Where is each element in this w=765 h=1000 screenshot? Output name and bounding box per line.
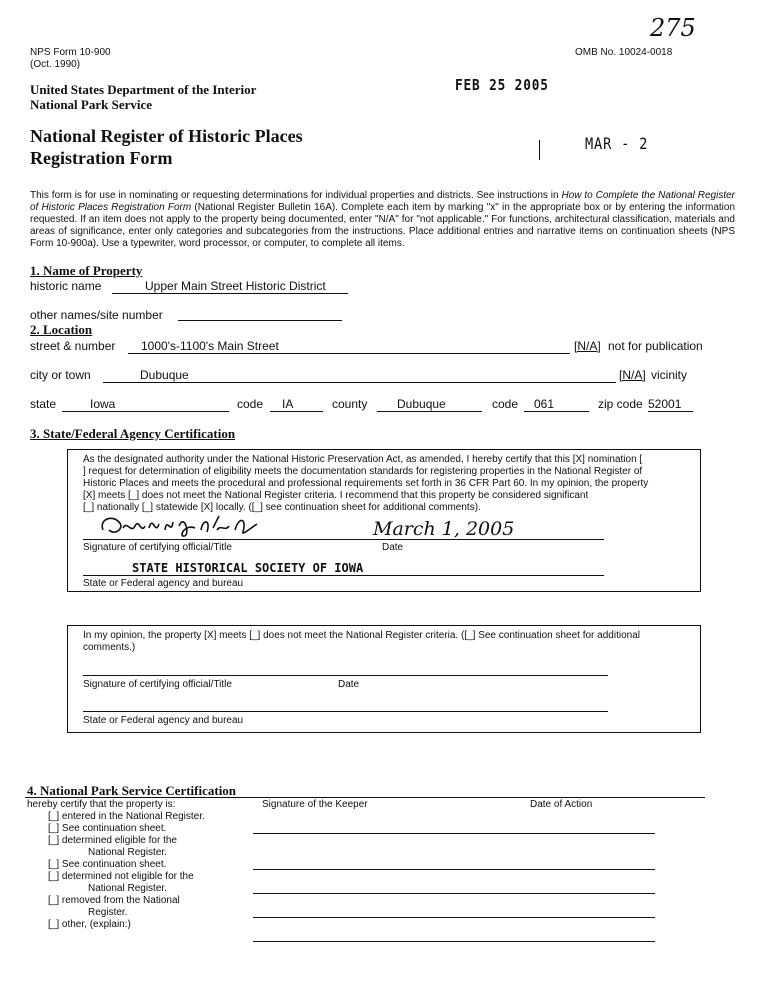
zip-field[interactable]: 52001 <box>648 397 693 412</box>
handwritten-signature <box>95 508 275 542</box>
keeper-line-5[interactable] <box>253 941 655 942</box>
option-removed[interactable]: [_] removed from the National <box>48 895 180 906</box>
option-continuation-1[interactable]: [_] See continuation sheet. <box>48 823 167 834</box>
vicinity-label: vicinity <box>651 368 688 382</box>
option-determined-eligible-2: National Register. <box>88 847 167 858</box>
keeper-line-2[interactable] <box>253 869 655 870</box>
option-entered[interactable]: [_] entered in the National Register. <box>48 811 205 822</box>
keeper-label: Signature of the Keeper <box>262 799 368 810</box>
opinion-text-1: In my opinion, the property [X] meets [_] does not meet the National Register criteria. ([_] See continuation sheet for additional <box>83 630 640 641</box>
historic-name-label: historic name <box>30 279 102 293</box>
form-title-line1: National Register of Historic Places <box>30 126 303 146</box>
opinion-text-2: comments.) <box>83 642 136 653</box>
stamp-mark <box>539 140 540 160</box>
agency-label: State or Federal agency and bureau <box>83 578 244 589</box>
county-code-field[interactable]: 061 <box>524 397 589 412</box>
form-number: NPS Form 10-900 <box>30 47 111 58</box>
certification-text-4: [X] meets [_] does not meet the National Register criteria. I recommend that this property be considered significant <box>83 490 589 501</box>
section2-heading: 2. Location <box>30 322 93 337</box>
city-field[interactable]: Dubuque <box>103 368 616 383</box>
historic-name-field[interactable]: Upper Main Street Historic District <box>112 279 348 294</box>
agency-line <box>83 575 604 576</box>
county-code-label: code <box>492 397 519 411</box>
instructions-paragraph: This form is for use in nominating or requesting determinations for individual properties and districts. See instructions in How to Complete the National Register of Historic Places Registration Form (National Register Bulletin 16A). Complete each item by marking "x" in the appropriate box or by entering the information requested. If an item does not apply to the property being documented, enter "N/A" for "not applicable." For functions, architectural classification, materials and areas of significance, enter only categories and subcategories from the instructions. Place additional entries and narrative items on continuation sheets (NPS Form 10-900a). Use a typewriter, word processor, or computer, to complete all items. <box>30 190 735 249</box>
option-removed-2: Register. <box>88 907 128 918</box>
form-title-line2: Registration Form <box>30 148 173 168</box>
nps-cert-intro: hereby certify that the property is: <box>27 799 176 810</box>
vicinity-mark[interactable]: [N/A] <box>619 368 646 382</box>
omb-number: OMB No. 10024-0018 <box>575 47 673 58</box>
keeper-line-1[interactable] <box>253 833 655 834</box>
city-label: city or town <box>30 368 91 382</box>
agency-stamp: STATE HISTORICAL SOCIETY OF IOWA <box>132 561 364 575</box>
date-label-2: Date <box>338 679 360 690</box>
section4-rule <box>25 797 705 798</box>
received-stamp: FEB 25 2005 <box>455 76 549 94</box>
state-field[interactable]: Iowa <box>62 397 229 412</box>
signature-label-2: Signature of certifying official/Title <box>83 679 232 690</box>
section1-heading: 1. Name of Property <box>30 263 143 278</box>
not-for-publication-mark[interactable]: [N/A] <box>574 339 601 353</box>
signature-line-2[interactable] <box>83 675 608 676</box>
form-date: (Oct. 1990) <box>30 59 81 70</box>
date-label: Date <box>382 542 404 553</box>
certification-text-3: Historic Places and meets the procedural and professional requirements set forth in 36 CFR Part 60. In my opinion, the property <box>83 478 649 489</box>
agency-line-2[interactable] <box>83 711 608 712</box>
keeper-line-4[interactable] <box>253 917 655 918</box>
county-field[interactable]: Dubuque <box>377 397 482 412</box>
street-label: street & number <box>30 339 116 353</box>
option-continuation-2[interactable]: [_] See continuation sheet. <box>48 859 167 870</box>
signature-line <box>83 539 604 540</box>
certification-text-1: As the designated authority under the National Historic Preservation Act, as amended, I hereby certify that this [X] nomination [ <box>83 454 643 465</box>
option-other[interactable]: [_] other, (explain:) <box>48 919 131 930</box>
certification-text-5: [_] nationally [_] statewide [X] locally. ([_] see continuation sheet for additional comments). <box>83 502 481 513</box>
department-name: United States Department of the Interior <box>30 82 257 97</box>
service-name: National Park Service <box>30 97 153 112</box>
other-names-label: other names/site number <box>30 308 163 322</box>
option-not-eligible-2: National Register. <box>88 883 167 894</box>
not-for-publication-label: not for publication <box>608 339 703 353</box>
handwritten-number: 275 <box>650 14 696 42</box>
date-of-action-label: Date of Action <box>530 799 593 810</box>
certification-text-2: ] request for determination of eligibility meets the documentation standards for registering properties in the National Register of <box>83 466 643 477</box>
state-code-field[interactable]: IA <box>270 397 323 412</box>
keeper-line-3[interactable] <box>253 893 655 894</box>
section3-heading: 3. State/Federal Agency Certification <box>30 426 236 441</box>
state-label: state <box>30 397 57 411</box>
section4-heading: 4. National Park Service Certification <box>27 783 237 798</box>
agency-label-2: State or Federal agency and bureau <box>83 715 244 726</box>
state-code-label: code <box>237 397 264 411</box>
county-label: county <box>332 397 368 411</box>
zip-label: zip code <box>598 397 643 411</box>
option-not-eligible[interactable]: [_] determined not eligible for the <box>48 871 194 882</box>
signature-label: Signature of certifying official/Title <box>83 542 232 553</box>
street-field[interactable]: 1000's-1100's Main Street <box>128 339 570 354</box>
other-names-field[interactable] <box>178 320 342 321</box>
mar-stamp: MAR - 2 <box>585 134 649 153</box>
option-determined-eligible[interactable]: [_] determined eligible for the <box>48 835 177 846</box>
signed-date: March 1, 2005 <box>373 518 515 540</box>
